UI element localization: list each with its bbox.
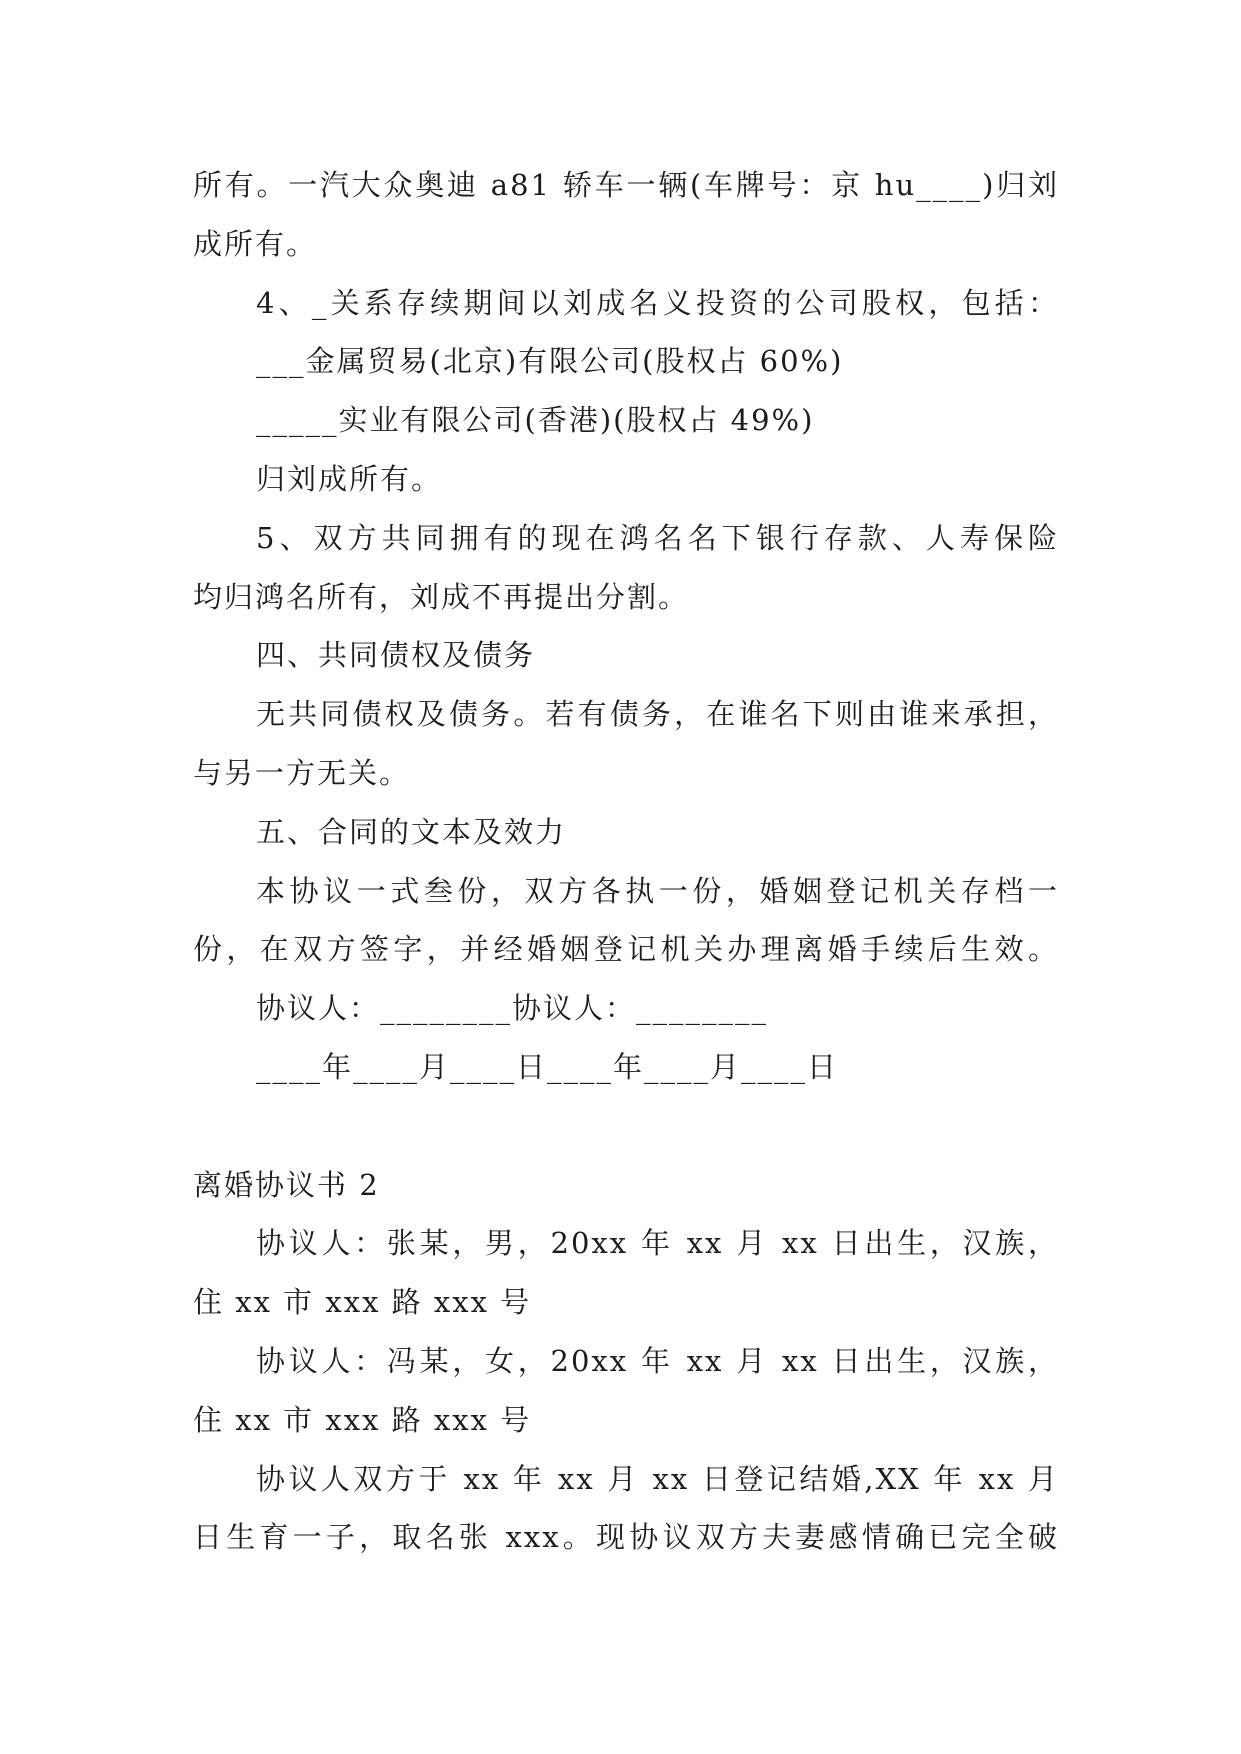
- date-line: ____年____月____日____年____月____日: [256, 1049, 839, 1084]
- clause-heading: 五、合同的文本及效力: [256, 814, 567, 849]
- document-body: [193, 156, 1059, 1567]
- document-line: 住 xx 市 xxx 路 xxx 号: [193, 1402, 532, 1437]
- document-line: 无共同债权及债务。若有债务，在谁名下则由谁来承担，: [256, 697, 1059, 732]
- document-line: 协议人：冯某，女，20xx 年 xx 月 xx 日出生，汉族，: [256, 1343, 1059, 1378]
- document-line: ___金属贸易(北京)有限公司(股权占 60%): [256, 344, 844, 379]
- document-line: 所有。一汽大众奥迪 a81 轿车一辆(车牌号：京 hu____)归刘: [193, 168, 1059, 202]
- document-line: 本协议一式叁份，双方各执一份，婚姻登记机关存档一: [256, 873, 1059, 908]
- document-line: _____实业有限公司(香港)(股权占 49%): [256, 403, 815, 438]
- document-line: 归刘成所有。: [256, 461, 443, 496]
- document-line: 4、_关系存续期间以刘成名义投资的公司股权，包括：: [256, 285, 1059, 320]
- document-line: 5、双方共同拥有的现在鸿名名下银行存款、人寿保险: [256, 520, 1059, 555]
- document-line: 与另一方无关。: [193, 755, 411, 790]
- document-line: 协议人双方于 xx 年 xx 月 xx 日登记结婚,XX 年 xx 月: [256, 1461, 1059, 1496]
- document-line: 均归鸿名所有，刘成不再提出分割。: [193, 579, 690, 614]
- clause-heading: 四、共同债权及债务: [256, 638, 536, 673]
- document-line: 协议人：张某，男，20xx 年 xx 月 xx 日出生，汉族，: [256, 1226, 1059, 1261]
- section-title: 离婚协议书 2: [193, 1167, 380, 1202]
- document-line: 住 xx 市 xxx 路 xxx 号: [193, 1285, 532, 1320]
- document-line: 份，在双方签字，并经婚姻登记机关办理离婚手续后生效。: [193, 932, 1059, 967]
- blank-line: [193, 1097, 1059, 1156]
- signature-line: 协议人：________协议人：________: [256, 991, 769, 1026]
- document-line: 日生育一子，取名张 xxx。现协议双方夫妻感情确已完全破: [193, 1520, 1059, 1555]
- document-line: 成所有。: [193, 226, 318, 261]
